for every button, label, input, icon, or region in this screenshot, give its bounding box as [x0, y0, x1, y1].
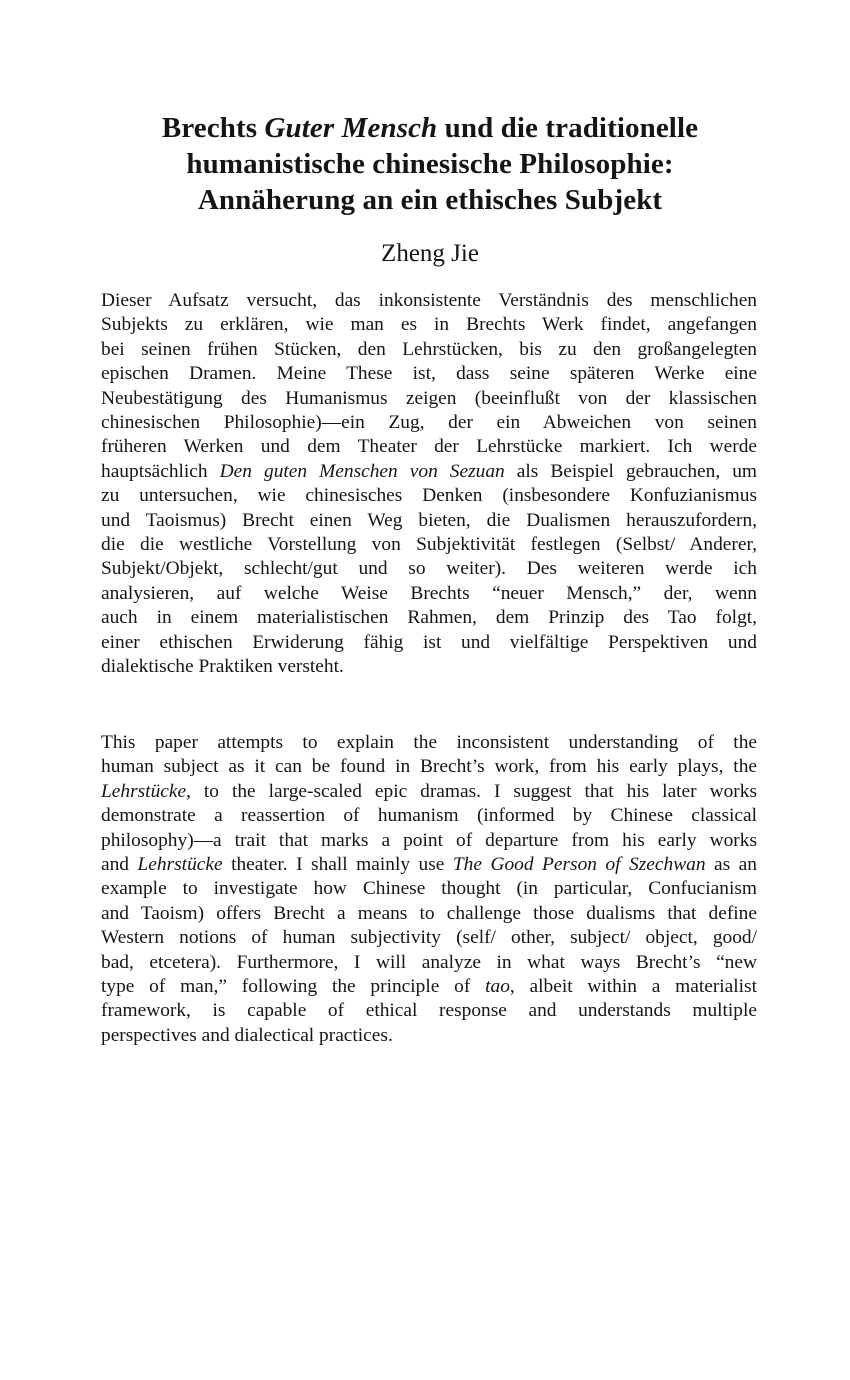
abstract-line — [101, 460, 757, 484]
abstract-italic-text: Den guten Menschen von Sezuan — [219, 460, 505, 482]
abstract-line: Neubestätigung des Humanismus zeigen (beeinflußt von der klassischen — [101, 387, 757, 409]
abstract-text: theater. I shall mainly use — [222, 854, 453, 876]
title-italic-text: Guter Mensch — [264, 112, 438, 144]
abstract-line: bei seinen frühen Stücken, den Lehrstücken, bis zu den großangelegten — [101, 338, 757, 360]
abstract-italic-text: tao — [485, 976, 510, 998]
title-line: humanistische chinesische Philosophie: — [186, 148, 674, 180]
title-line — [95, 110, 765, 146]
title-line: Annäherung an ein ethisches Subjekt — [197, 184, 663, 216]
abstract-line — [101, 780, 757, 804]
abstract-english — [101, 731, 757, 1048]
title-text: und die traditionelle — [437, 112, 699, 144]
abstract-line: zu untersuchen, wie chinesisches Denken (insbesondere Konfuzianismus — [101, 485, 757, 507]
abstract-line — [101, 853, 757, 877]
abstract-line: früheren Werken und dem Theater der Lehrstücke markiert. Ich werde — [101, 436, 757, 458]
abstract-line: und Taoismus) Brecht einen Weg bieten, die Dualismen herauszufordern, — [101, 509, 757, 531]
abstract-italic-text: Lehrstücke — [101, 780, 187, 802]
abstract-line: Subjekts zu erklären, wie man es in Brechts Werk findet, angefangen — [101, 314, 757, 336]
abstract-line: philosophy)—a trait that marks a point of departure from his early works — [101, 829, 757, 851]
abstract-line: perspectives and dialectical practices. — [101, 1024, 393, 1046]
abstract-line: Subjekt/Objekt, schlecht/gut und so weiter). Des weiteren werde ich — [101, 558, 757, 580]
abstract-text: , to the large-scaled epic dramas. I suggest that his later works — [186, 780, 757, 802]
abstract-line: demonstrate a reassertion of humanism (informed by Chinese classical — [101, 805, 757, 827]
abstract-german — [101, 289, 757, 680]
abstract-line: Dieser Aufsatz versucht, das inkonsistente Verständnis des menschlichen — [101, 290, 757, 311]
abstract-text: als Beispiel gebrauchen, um — [504, 460, 757, 482]
abstract-text: hauptsächlich — [101, 460, 220, 482]
abstract-text: and — [101, 854, 138, 876]
abstract-line: die die westliche Vorstellung von Subjektivität festlegen (Selbst/ Anderer, — [101, 534, 757, 556]
abstract-italic-text: Lehrstücke — [137, 854, 223, 876]
abstract-line: auch in einem materialistischen Rahmen, dem Prinzip des Tao folgt, — [101, 607, 757, 629]
abstract-line: example to investigate how Chinese thought (in particular, Confucianism — [101, 878, 757, 900]
article-title — [95, 110, 765, 218]
abstract-line: epischen Dramen. Meine These ist, dass seine späteren Werke eine — [101, 363, 757, 385]
abstract-line: and Taoism) offers Brecht a means to challenge those dualisms that define — [101, 902, 757, 924]
abstract-line: human subject as it can be found in Brecht’s work, from his early plays, the — [101, 756, 757, 778]
abstract-italic-text: The Good Person of Szechwan — [452, 854, 706, 876]
abstract-text: , albeit within a materialist — [509, 976, 757, 998]
abstract-line: bad, etcetera). Furthermore, I will analyze in what ways Brecht’s “new — [101, 951, 757, 973]
abstract-line: This paper attempts to explain the inconsistent understanding of the — [101, 732, 757, 753]
abstract-line: dialektische Praktiken versteht. — [101, 656, 344, 678]
abstract-text: type of man,” following the principle of — [101, 976, 486, 998]
abstract-line: Western notions of human subjectivity (self/ other, subject/ object, good/ — [101, 927, 757, 949]
title-text: Brechts — [161, 112, 265, 144]
abstract-text: as an — [705, 854, 757, 876]
abstract-line: chinesischen Philosophie)—ein Zug, der ein Abweichen von seinen — [101, 412, 757, 434]
abstract-line: analysieren, auf welche Weise Brechts “neuer Mensch,” der, wenn — [101, 582, 757, 604]
abstract-line — [101, 975, 757, 999]
abstract-line: einer ethischen Erwiderung fähig ist und vielfältige Perspektiven und — [101, 631, 757, 653]
abstract-line: framework, is capable of ethical response and understands multiple — [101, 1000, 757, 1022]
author-name: Zheng Jie — [381, 240, 479, 267]
